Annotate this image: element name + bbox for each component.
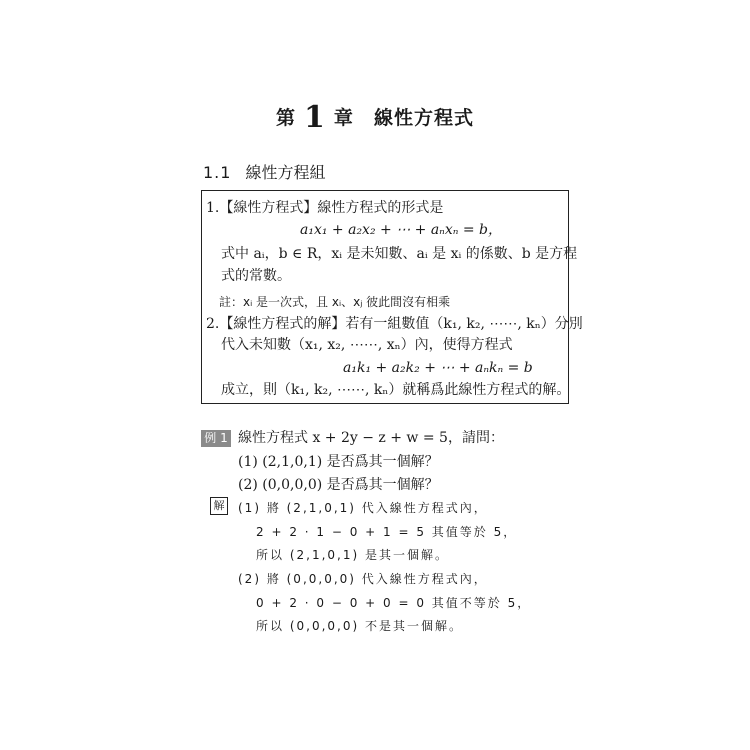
def-item1-formula: a₁x₁ + a₂x₂ + ⋯ + aₙxₙ = b，	[300, 222, 503, 238]
solution-1-line3: 所以 (2,1,0,1) 是其一個解。	[256, 548, 449, 562]
section-title: 線性方程組	[245, 163, 326, 182]
def-item2-title: 2.【線性方程式的解】若有一組數值（k₁, k₂, ⋯⋯, kₙ）分別	[206, 316, 583, 332]
def-note: 註：xᵢ 是一次式，且 xᵢ、xⱼ 彼此間沒有相乘	[219, 295, 451, 309]
chapter-title: 線性方程式	[373, 107, 474, 129]
def-item2-line4: 成立，則（k₁, k₂, ⋯⋯, kₙ）就稱爲此線性方程式的解。	[221, 382, 571, 398]
chapter-number: 1	[304, 100, 326, 135]
example-part1: (1) (2,1,0,1) 是否爲其一個解？	[238, 454, 439, 470]
def-item1-desc-line2: 式的常數。	[221, 268, 291, 284]
section-number: 1.1	[203, 163, 232, 182]
def-item1-title: 1.【線性方程式】線性方程式的形式是	[206, 200, 444, 216]
section-heading	[203, 160, 325, 183]
example-badge: 例 1	[201, 430, 231, 447]
solution-2-line2: 0 + 2 · 0 − 0 + 0 = 0 其值不等於 5，	[256, 596, 532, 610]
solution-1-line1: (1) 將 (2,1,0,1) 代入線性方程式內，	[238, 501, 488, 515]
def-item2-line2: 代入未知數（x₁, x₂, ⋯⋯, xₙ）內，使得方程式	[221, 337, 513, 353]
example-question: 線性方程式 x + 2y − z + w = 5，請問：	[238, 430, 504, 446]
chapter-prefix: 第	[276, 107, 297, 129]
solution-2-line1: (2) 將 (0,0,0,0) 代入線性方程式內，	[238, 572, 488, 586]
example-part2: (2) (0,0,0,0) 是否爲其一個解？	[238, 477, 439, 493]
solution-1-line2: 2 + 2 · 1 − 0 + 1 = 5 其值等於 5，	[256, 525, 518, 539]
def-item1-desc-line1: 式中 aᵢ，b ∈ R，xᵢ 是未知數、aᵢ 是 xᵢ 的係數、b 是方程	[221, 246, 578, 262]
chapter-heading	[0, 100, 750, 135]
solution-icon: 解	[210, 497, 228, 515]
chapter-suffix: 章	[333, 107, 354, 129]
solution-2-line3: 所以 (0,0,0,0) 不是其一個解。	[256, 619, 463, 633]
def-item2-formula: a₁k₁ + a₂k₂ + ⋯ + aₙkₙ = b	[343, 360, 533, 376]
